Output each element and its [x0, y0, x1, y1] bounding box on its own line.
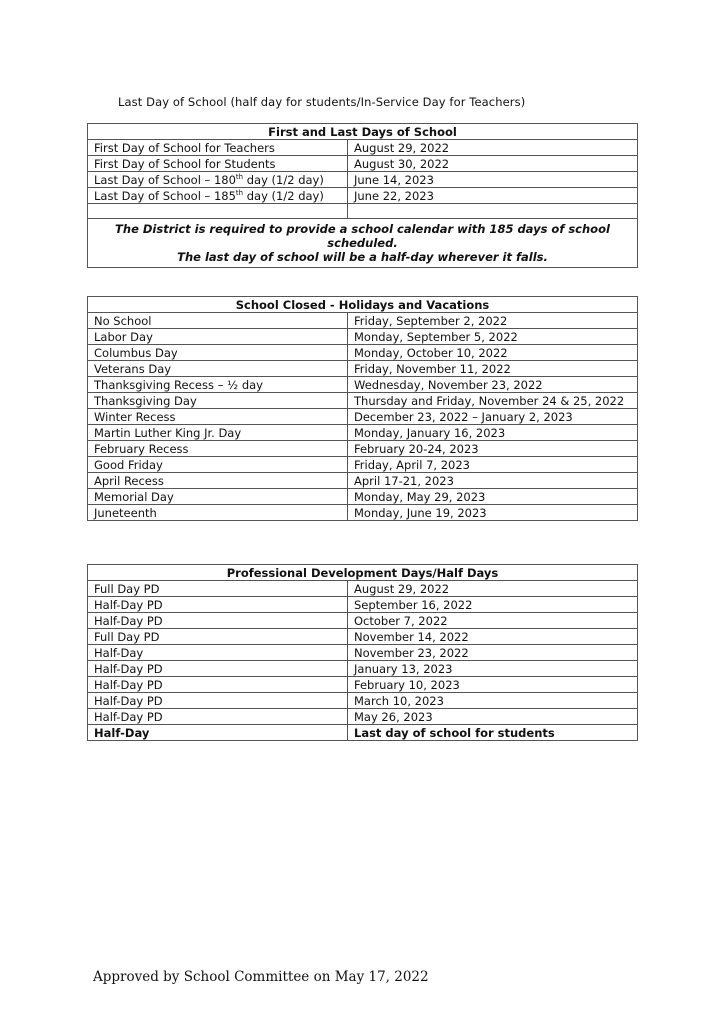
first-last-days-table — [87, 123, 638, 268]
row-label: February Recess — [88, 441, 348, 457]
row-value: December 23, 2022 – January 2, 2023 — [348, 409, 638, 425]
district-note — [88, 219, 638, 268]
row-value: June 14, 2023 — [348, 172, 638, 188]
row-label: Good Friday — [88, 457, 348, 473]
table-row — [88, 613, 638, 629]
row-label — [88, 172, 348, 188]
row-value: Friday, September 2, 2022 — [348, 313, 638, 329]
table-row — [88, 313, 638, 329]
row-label: Winter Recess — [88, 409, 348, 425]
table-row — [88, 172, 638, 188]
row-value: Wednesday, November 23, 2022 — [348, 377, 638, 393]
approval-footer: Approved by School Committee on May 17, 2022 — [93, 969, 429, 985]
table-row — [88, 677, 638, 693]
table-row — [88, 725, 638, 741]
row-value: September 16, 2022 — [348, 597, 638, 613]
table-row — [88, 377, 638, 393]
holidays-table — [87, 296, 638, 521]
row-label: Half-Day PD — [88, 661, 348, 677]
row-value: Monday, October 10, 2022 — [348, 345, 638, 361]
ordinal-suffix: th — [235, 188, 244, 197]
row-value: August 29, 2022 — [348, 581, 638, 597]
row-value: Last day of school for students — [348, 725, 638, 741]
professional-development-table — [87, 564, 638, 741]
row-label: Martin Luther King Jr. Day — [88, 425, 348, 441]
row-value: February 20-24, 2023 — [348, 441, 638, 457]
row-label: Columbus Day — [88, 345, 348, 361]
row-value: Monday, January 16, 2023 — [348, 425, 638, 441]
row-label — [88, 188, 348, 204]
row-label: April Recess — [88, 473, 348, 489]
table-title: Professional Development Days/Half Days — [88, 565, 638, 581]
row-label: Thanksgiving Recess – ½ day — [88, 377, 348, 393]
row-label: First Day of School for Teachers — [88, 140, 348, 156]
row-value: Friday, November 11, 2022 — [348, 361, 638, 377]
table-row — [88, 505, 638, 521]
row-value: March 10, 2023 — [348, 693, 638, 709]
table-row — [88, 597, 638, 613]
row-value: Monday, May 29, 2023 — [348, 489, 638, 505]
table-row — [88, 441, 638, 457]
label-text: day (1/2 day) — [243, 172, 324, 187]
row-label: Full Day PD — [88, 629, 348, 645]
table-title: First and Last Days of School — [88, 124, 638, 140]
table-row — [88, 473, 638, 489]
table-row — [88, 661, 638, 677]
table-row — [88, 581, 638, 597]
row-value: February 10, 2023 — [348, 677, 638, 693]
row-label: Juneteenth — [88, 505, 348, 521]
row-value: November 23, 2022 — [348, 645, 638, 661]
table-row — [88, 693, 638, 709]
table-row — [88, 329, 638, 345]
row-value: Monday, September 5, 2022 — [348, 329, 638, 345]
row-value: June 22, 2023 — [348, 188, 638, 204]
row-label: Veterans Day — [88, 361, 348, 377]
table-row — [88, 645, 638, 661]
row-label: Half-Day PD — [88, 709, 348, 725]
label-text: day (1/2 day) — [243, 188, 324, 203]
row-label: No School — [88, 313, 348, 329]
table-row — [88, 393, 638, 409]
note-line: The last day of school will be a half-day wherever it falls. — [177, 250, 548, 264]
note-line: The District is required to provide a school calendar with 185 days of school scheduled. — [115, 222, 610, 250]
row-label: Half-Day PD — [88, 613, 348, 629]
row-value: November 14, 2022 — [348, 629, 638, 645]
table-row — [88, 188, 638, 204]
table-row — [88, 425, 638, 441]
row-label: Full Day PD — [88, 581, 348, 597]
intro-line: Last Day of School (half day for students/In-Service Day for Teachers) — [118, 95, 526, 109]
row-value: Friday, April 7, 2023 — [348, 457, 638, 473]
row-value: October 7, 2022 — [348, 613, 638, 629]
table-row — [88, 409, 638, 425]
table-row — [88, 345, 638, 361]
row-value: August 30, 2022 — [348, 156, 638, 172]
row-value: January 13, 2023 — [348, 661, 638, 677]
empty-row — [88, 204, 638, 219]
table-row — [88, 156, 638, 172]
row-value: Monday, June 19, 2023 — [348, 505, 638, 521]
table-row — [88, 489, 638, 505]
label-text: Last Day of School – 180 — [94, 172, 236, 187]
row-label: Half-Day PD — [88, 693, 348, 709]
ordinal-suffix: th — [235, 172, 244, 181]
table-row — [88, 457, 638, 473]
row-value: Thursday and Friday, November 24 & 25, 2022 — [348, 393, 638, 409]
row-label: Labor Day — [88, 329, 348, 345]
table-row — [88, 140, 638, 156]
row-label: Half-Day PD — [88, 677, 348, 693]
label-text: Last Day of School – 185 — [94, 188, 236, 203]
row-label: Thanksgiving Day — [88, 393, 348, 409]
row-label: Half-Day — [88, 725, 348, 741]
table-row — [88, 629, 638, 645]
row-label: Memorial Day — [88, 489, 348, 505]
table-row — [88, 361, 638, 377]
row-label: Half-Day — [88, 645, 348, 661]
table-row — [88, 709, 638, 725]
row-value: August 29, 2022 — [348, 140, 638, 156]
row-value: April 17-21, 2023 — [348, 473, 638, 489]
row-label: First Day of School for Students — [88, 156, 348, 172]
table-title: School Closed - Holidays and Vacations — [88, 297, 638, 313]
row-label: Half-Day PD — [88, 597, 348, 613]
row-value: May 26, 2023 — [348, 709, 638, 725]
